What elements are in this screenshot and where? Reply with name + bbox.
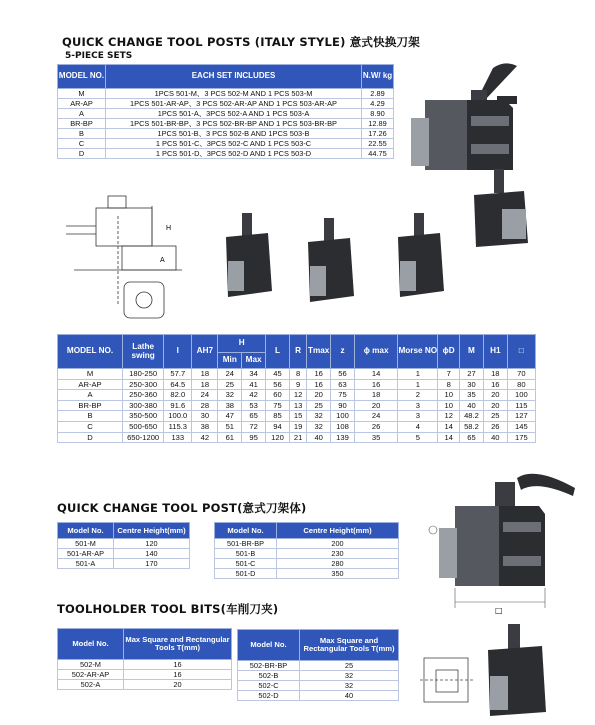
section-subtitle-sets: 5-PIECE SETS bbox=[65, 51, 133, 61]
dims-table-row-cell: 100.0 bbox=[164, 411, 192, 422]
dim-header-min: Min bbox=[218, 353, 242, 369]
dims-table-row-cell: 9 bbox=[289, 379, 306, 390]
dims-table-row-cell: 120 bbox=[266, 432, 290, 443]
dims-table-row-cell: 16 bbox=[483, 379, 507, 390]
dims-table-row-cell: 56 bbox=[266, 379, 290, 390]
post-left-row bbox=[58, 549, 190, 559]
sets-table-row-cell: M bbox=[58, 89, 106, 99]
dims-table-row-cell: 5 bbox=[398, 432, 438, 443]
dims-table-row-cell: 65 bbox=[242, 411, 266, 422]
bits-left-row-cell: 502-AR-AP bbox=[58, 670, 124, 680]
bits-left-row-cell: 16 bbox=[124, 670, 232, 680]
dim-header-z: z bbox=[331, 335, 355, 369]
dims-table-row-cell: 1 bbox=[398, 369, 438, 380]
sets-table-row-cell: 1PCS 501-AR-AP、3 PCS 502-AR-AP AND 1 PCS 503-AR-AP bbox=[106, 99, 362, 109]
sets-table-row bbox=[58, 119, 394, 129]
post-right-row bbox=[215, 549, 399, 559]
dims-table-row-cell: 7 bbox=[438, 369, 460, 380]
dims-table-row-cell: 145 bbox=[507, 421, 535, 432]
post-right-header-height: Centre Height(mm) bbox=[277, 523, 399, 539]
bits-right-row bbox=[238, 681, 399, 691]
post-left-row bbox=[58, 539, 190, 549]
dims-table-row-cell: 2 bbox=[398, 390, 438, 401]
dims-table-row-cell: 30 bbox=[460, 379, 484, 390]
dims-table-row-cell: 32 bbox=[218, 390, 242, 401]
dims-table-row-cell: 8 bbox=[438, 379, 460, 390]
dim-header-tmax: Tmax bbox=[307, 335, 331, 369]
dims-table-row-cell: 115 bbox=[507, 400, 535, 411]
dims-table-row-cell: 13 bbox=[289, 400, 306, 411]
dims-table-row-cell: 35 bbox=[354, 432, 397, 443]
post-left-row bbox=[58, 559, 190, 569]
post-table-right bbox=[214, 522, 399, 579]
dims-table-row-cell: 300-380 bbox=[123, 400, 164, 411]
dim-header-phid: ɸD bbox=[438, 335, 460, 369]
post-left-row-cell: 170 bbox=[114, 559, 190, 569]
dims-table-row-cell: 26 bbox=[483, 421, 507, 432]
sets-table-row-cell: 1PCS 501-M、3 PCS 502-M AND 1 PCS 503-M bbox=[106, 89, 362, 99]
dims-table-row-cell: 127 bbox=[507, 411, 535, 422]
dims-table-row-cell: 51 bbox=[218, 421, 242, 432]
dims-table-row-cell: 12 bbox=[438, 411, 460, 422]
dims-table-row-cell: 3 bbox=[398, 411, 438, 422]
dims-table-row-cell: 10 bbox=[438, 390, 460, 401]
sets-table-row bbox=[58, 139, 394, 149]
dim-header-h: H bbox=[218, 335, 266, 353]
dims-table-row bbox=[58, 411, 536, 422]
post-right-row-cell: 230 bbox=[277, 549, 399, 559]
toolholder-photo-3 bbox=[390, 205, 450, 305]
dims-table-row-cell: 60 bbox=[266, 390, 290, 401]
bits-right-row-cell: 40 bbox=[300, 691, 399, 701]
dimensions-table bbox=[57, 334, 536, 443]
col-header-weight: N.W/ kg bbox=[362, 65, 394, 89]
dims-table-row-cell: 14 bbox=[438, 421, 460, 432]
sets-table-row bbox=[58, 99, 394, 109]
dims-table-row-cell: AR-AP bbox=[58, 379, 123, 390]
dims-table-row-cell: 26 bbox=[354, 421, 397, 432]
dims-table-row-cell: 38 bbox=[218, 400, 242, 411]
sets-table bbox=[57, 64, 394, 159]
dims-table-row-cell: 650-1200 bbox=[123, 432, 164, 443]
dims-table-row bbox=[58, 379, 536, 390]
dims-table-row-cell: 250-360 bbox=[123, 390, 164, 401]
dims-table-row-cell: 90 bbox=[331, 400, 355, 411]
sets-table-row-cell: BR-BP bbox=[58, 119, 106, 129]
dims-table-row-cell: 28 bbox=[192, 400, 218, 411]
bits-right-row bbox=[238, 691, 399, 701]
bits-left-row-cell: 20 bbox=[124, 680, 232, 690]
dims-table-row-cell: 32 bbox=[307, 421, 331, 432]
dim-header-lathe-swing: Lathe swing bbox=[123, 335, 164, 369]
toolholder-photo-2 bbox=[300, 210, 360, 310]
drawing-label-a: A bbox=[160, 257, 165, 264]
sets-table-row bbox=[58, 129, 394, 139]
post-right-row bbox=[215, 569, 399, 579]
dims-table-row-cell: 25 bbox=[218, 379, 242, 390]
dims-table-row-cell: 1 bbox=[398, 379, 438, 390]
post-left-header-model: Model No. bbox=[58, 523, 114, 539]
dims-table-row-cell: 72 bbox=[242, 421, 266, 432]
bits-right-row bbox=[238, 671, 399, 681]
sets-table-row bbox=[58, 109, 394, 119]
sets-table-row-cell: 4.29 bbox=[362, 99, 394, 109]
sets-table-row-cell: 44.75 bbox=[362, 149, 394, 159]
dims-table-row-cell: 65 bbox=[460, 432, 484, 443]
bits-right-row-cell: 32 bbox=[300, 681, 399, 691]
bits-left-header-size: Max Square and Rectangular Tools T(mm) bbox=[124, 629, 232, 660]
dims-table-row-cell: 27 bbox=[460, 369, 484, 380]
bits-right-row-cell: 32 bbox=[300, 671, 399, 681]
col-header-includes: EACH SET INCLUDES bbox=[106, 65, 362, 89]
bits-right-row-cell: 502-C bbox=[238, 681, 300, 691]
bits-table-right bbox=[237, 629, 399, 701]
sets-table-row-cell: D bbox=[58, 149, 106, 159]
dims-table-row-cell: 20 bbox=[307, 390, 331, 401]
drawing-label-h: H bbox=[166, 225, 172, 232]
dim-header-m: M bbox=[460, 335, 484, 369]
sets-table-row-cell: AR-AP bbox=[58, 99, 106, 109]
dim-header-L: L bbox=[266, 335, 290, 369]
sets-table-row bbox=[58, 89, 394, 99]
tool-post-photo-main bbox=[405, 60, 555, 180]
bits-left-header-model: Model No. bbox=[58, 629, 124, 660]
section-title-post: QUICK CHANGE TOOL POST(意式刀架体) bbox=[57, 501, 307, 515]
bits-left-row-cell: 502-M bbox=[58, 660, 124, 670]
dims-table-row-cell: 175 bbox=[507, 432, 535, 443]
sets-table-row-cell: C bbox=[58, 139, 106, 149]
technical-drawing bbox=[62, 186, 202, 321]
dims-table-row-cell: 18 bbox=[192, 379, 218, 390]
tool-post-photo-dimensioned bbox=[425, 468, 585, 618]
dims-table-row-cell: 16 bbox=[307, 369, 331, 380]
bits-left-row bbox=[58, 670, 232, 680]
dims-table-row-cell: 85 bbox=[266, 411, 290, 422]
post-right-row-cell: 501-D bbox=[215, 569, 277, 579]
post-right-row-cell: 350 bbox=[277, 569, 399, 579]
dims-table-row-cell: 19 bbox=[289, 421, 306, 432]
dim-header-h1: H1 bbox=[483, 335, 507, 369]
bits-table-left bbox=[57, 628, 232, 690]
dims-table-row-cell: 180-250 bbox=[123, 369, 164, 380]
sets-table-row-cell: 1 PCS 501-C、3PCS 502-C AND 1 PCS 503-C bbox=[106, 139, 362, 149]
dims-table-row-cell: 63 bbox=[331, 379, 355, 390]
post-right-row-cell: 501-C bbox=[215, 559, 277, 569]
post-left-header-height: Centre Height(mm) bbox=[114, 523, 190, 539]
dims-table-row-cell: M bbox=[58, 369, 123, 380]
dim-header-max: Max bbox=[242, 353, 266, 369]
dims-table-row-cell: 500-650 bbox=[123, 421, 164, 432]
dims-table-row-cell: 18 bbox=[192, 369, 218, 380]
dims-table-row-cell: 25 bbox=[483, 411, 507, 422]
dims-table-row-cell: 139 bbox=[331, 432, 355, 443]
toolholder-photo-bottom bbox=[478, 620, 558, 720]
section-title-bits: TOOLHOLDER TOOL BITS(车削刀夹) bbox=[57, 602, 279, 616]
sets-table-row-cell: 2.89 bbox=[362, 89, 394, 99]
sets-table-row-cell: 1 PCS 501-D、3PCS 502-D AND 1 PCS 503-D bbox=[106, 149, 362, 159]
post-right-row-cell: 501-B bbox=[215, 549, 277, 559]
bits-left-row-cell: 16 bbox=[124, 660, 232, 670]
dims-table-row-cell: 16 bbox=[354, 379, 397, 390]
post-left-row-cell: 501-AR-AP bbox=[58, 549, 114, 559]
post-right-row-cell: 200 bbox=[277, 539, 399, 549]
dims-table-row-cell: A bbox=[58, 390, 123, 401]
dims-table-row-cell: 70 bbox=[507, 369, 535, 380]
dims-table-row-cell: 42 bbox=[242, 390, 266, 401]
sets-table-row-cell: 12.89 bbox=[362, 119, 394, 129]
dims-table-row-cell: 24 bbox=[192, 390, 218, 401]
dims-table-row bbox=[58, 421, 536, 432]
dims-table-row-cell: 30 bbox=[192, 411, 218, 422]
sets-table-row-cell: 8.90 bbox=[362, 109, 394, 119]
dim-header-ah7: AH7 bbox=[192, 335, 218, 369]
dims-table-row-cell: 115.3 bbox=[164, 421, 192, 432]
dims-table-row-cell: 75 bbox=[266, 400, 290, 411]
bits-right-header-size: Max Square and Rectangular Tools T(mm) bbox=[300, 630, 399, 661]
dims-table-row-cell: 58.2 bbox=[460, 421, 484, 432]
dim-header-morse: Morse NO bbox=[398, 335, 438, 369]
post-left-row-cell: 140 bbox=[114, 549, 190, 559]
dim-header-phimax: ɸ max bbox=[354, 335, 397, 369]
dimension-square-label: □ bbox=[495, 606, 503, 615]
dims-table-row-cell: D bbox=[58, 432, 123, 443]
dims-table-row-cell: 64.5 bbox=[164, 379, 192, 390]
dims-table-row-cell: 95 bbox=[242, 432, 266, 443]
sets-table-row-cell: 1PCS 501-A、3PCS 502-A AND 1 PCS 503-A bbox=[106, 109, 362, 119]
dims-table-row bbox=[58, 432, 536, 443]
dims-table-row-cell: 38 bbox=[192, 421, 218, 432]
bits-right-row-cell: 502-D bbox=[238, 691, 300, 701]
dims-table-row-cell: C bbox=[58, 421, 123, 432]
post-table-left bbox=[57, 522, 190, 569]
dims-table-row-cell: 14 bbox=[438, 432, 460, 443]
sets-table-row-cell: B bbox=[58, 129, 106, 139]
dims-table-row-cell: 91.6 bbox=[164, 400, 192, 411]
dims-table-row-cell: 41 bbox=[242, 379, 266, 390]
dims-table-row-cell: 40 bbox=[307, 432, 331, 443]
dims-table-row-cell: 18 bbox=[354, 390, 397, 401]
dims-table-row-cell: 133 bbox=[164, 432, 192, 443]
dims-table-row bbox=[58, 390, 536, 401]
dims-table-row-cell: 21 bbox=[289, 432, 306, 443]
post-right-row bbox=[215, 559, 399, 569]
dims-table-row-cell: 40 bbox=[483, 432, 507, 443]
dims-table-row-cell: 56 bbox=[331, 369, 355, 380]
bits-left-row bbox=[58, 680, 232, 690]
sets-table-row-cell: 1PCS 501-BR-BP、3 PCS 502-BR-BP AND 1 PCS 503-BR-BP bbox=[106, 119, 362, 129]
sets-table-row-cell: 22.55 bbox=[362, 139, 394, 149]
dims-table-row-cell: 12 bbox=[289, 390, 306, 401]
dim-header-l: l bbox=[164, 335, 192, 369]
dims-table-row-cell: B bbox=[58, 411, 123, 422]
post-right-row-cell: 280 bbox=[277, 559, 399, 569]
dims-table-row-cell: 40 bbox=[460, 400, 484, 411]
sets-table-row-cell: 1PCS 501-B、3 PCS 502-B AND 1PCS 503-B bbox=[106, 129, 362, 139]
toolholder-sketch bbox=[418, 650, 478, 710]
bits-right-row-cell: 502-B bbox=[238, 671, 300, 681]
post-right-row-cell: 501-BR-BP bbox=[215, 539, 277, 549]
dims-table-row-cell: 3 bbox=[398, 400, 438, 411]
dims-table-row-cell: 53 bbox=[242, 400, 266, 411]
dims-table-row-cell: 14 bbox=[354, 369, 397, 380]
dim-header-model: MODEL NO. bbox=[58, 335, 123, 369]
dims-table-row-cell: 94 bbox=[266, 421, 290, 432]
bits-left-row-cell: 502-A bbox=[58, 680, 124, 690]
dims-table-row-cell: 20 bbox=[483, 390, 507, 401]
dims-table-row-cell: BR-BP bbox=[58, 400, 123, 411]
dims-table-row-cell: 8 bbox=[289, 369, 306, 380]
dims-table-row bbox=[58, 369, 536, 380]
sets-table-row bbox=[58, 149, 394, 159]
post-right-header-model: Model No. bbox=[215, 523, 277, 539]
bits-left-row bbox=[58, 660, 232, 670]
dims-table-row bbox=[58, 400, 536, 411]
section-title-sets: QUICK CHANGE TOOL POSTS (ITALY STYLE) 意式快换刀架 bbox=[62, 35, 420, 49]
sets-table-row-cell: A bbox=[58, 109, 106, 119]
bits-right-row-cell: 502-BR-BP bbox=[238, 661, 300, 671]
dims-table-row-cell: 32 bbox=[307, 411, 331, 422]
dims-table-row-cell: 61 bbox=[218, 432, 242, 443]
post-left-row-cell: 120 bbox=[114, 539, 190, 549]
bits-right-row bbox=[238, 661, 399, 671]
post-left-row-cell: 501-M bbox=[58, 539, 114, 549]
dims-table-row-cell: 24 bbox=[354, 411, 397, 422]
dims-table-row-cell: 20 bbox=[354, 400, 397, 411]
dims-table-row-cell: 47 bbox=[218, 411, 242, 422]
post-left-row-cell: 501-A bbox=[58, 559, 114, 569]
dims-table-row-cell: 34 bbox=[242, 369, 266, 380]
dims-table-row-cell: 42 bbox=[192, 432, 218, 443]
dims-table-row-cell: 35 bbox=[460, 390, 484, 401]
sets-table-row-cell: 17.26 bbox=[362, 129, 394, 139]
dims-table-row-cell: 350-500 bbox=[123, 411, 164, 422]
dims-table-row-cell: 45 bbox=[266, 369, 290, 380]
dims-table-row-cell: 100 bbox=[331, 411, 355, 422]
dims-table-row-cell: 57.7 bbox=[164, 369, 192, 380]
dims-table-row-cell: 4 bbox=[398, 421, 438, 432]
col-header-model: MODEL NO. bbox=[58, 65, 106, 89]
dims-table-row-cell: 18 bbox=[483, 369, 507, 380]
dims-table-row-cell: 10 bbox=[438, 400, 460, 411]
dims-table-row-cell: 80 bbox=[507, 379, 535, 390]
dims-table-row-cell: 48.2 bbox=[460, 411, 484, 422]
dims-table-row-cell: 15 bbox=[289, 411, 306, 422]
bits-right-header-model: Model No. bbox=[238, 630, 300, 661]
post-right-row bbox=[215, 539, 399, 549]
dims-table-row-cell: 16 bbox=[307, 379, 331, 390]
dims-table-row-cell: 75 bbox=[331, 390, 355, 401]
dims-table-row-cell: 108 bbox=[331, 421, 355, 432]
dims-table-row-cell: 24 bbox=[218, 369, 242, 380]
toolholder-photo-1 bbox=[218, 205, 278, 305]
dim-header-r: R bbox=[289, 335, 306, 369]
dims-table-row-cell: 20 bbox=[483, 400, 507, 411]
toolholder-photo-4 bbox=[466, 165, 536, 255]
dims-table-row-cell: 25 bbox=[307, 400, 331, 411]
dim-header-square: □ bbox=[507, 335, 535, 369]
dims-table-row-cell: 250-300 bbox=[123, 379, 164, 390]
dims-table-row-cell: 82.0 bbox=[164, 390, 192, 401]
dims-table-row-cell: 100 bbox=[507, 390, 535, 401]
bits-right-row-cell: 25 bbox=[300, 661, 399, 671]
